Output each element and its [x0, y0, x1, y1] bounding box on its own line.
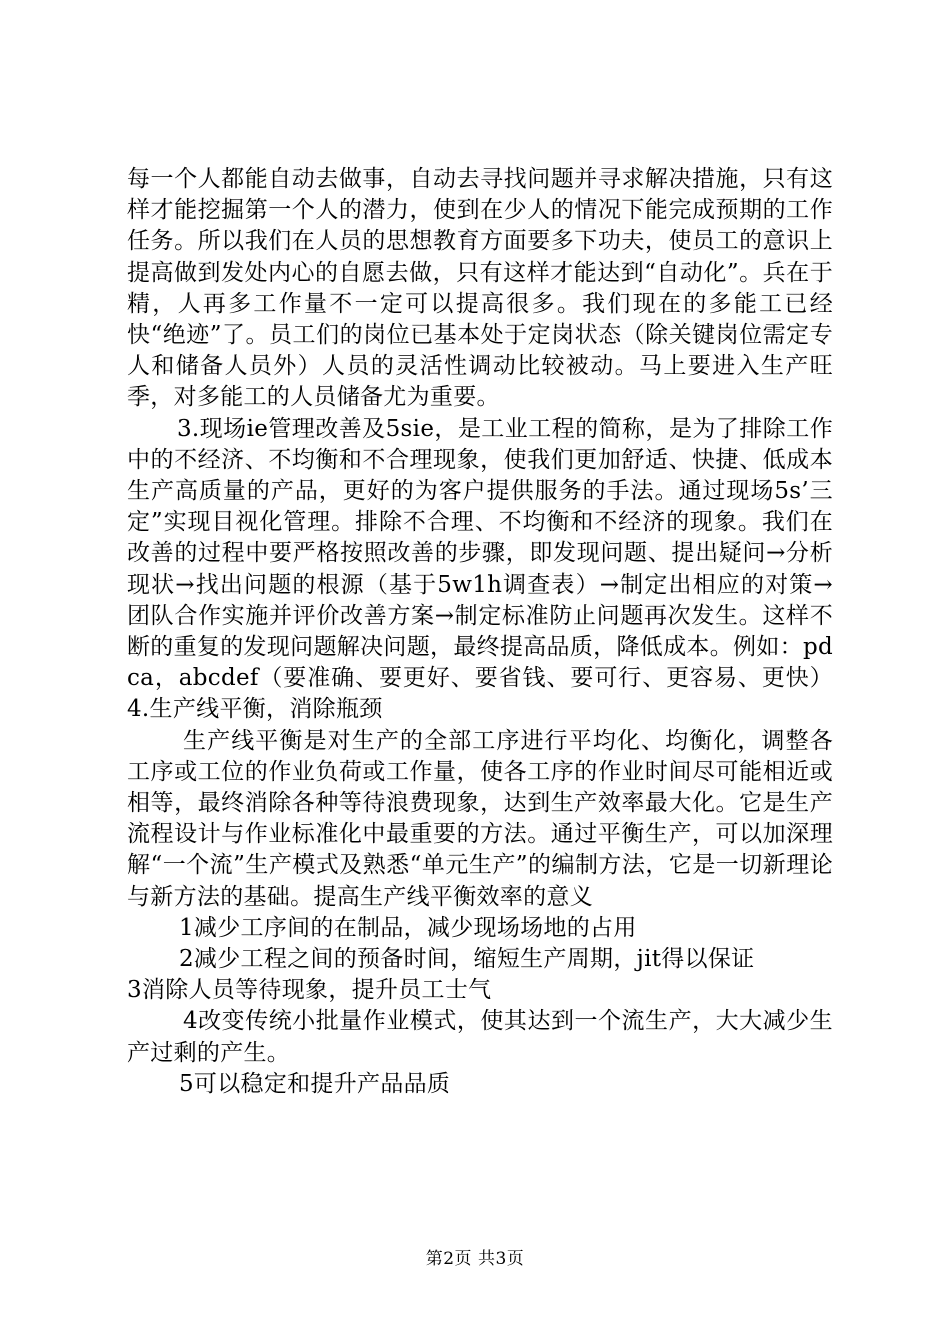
paragraph-multiskill: 每一个人都能自动去做事，自动去寻找问题并寻求解决措施，只有这样才能挖掘第一个人的潜力，使到在少人的情况下能完成预期的工作任务。所以我们在人员的思想教育方面要多下功夫，使员工的意识上提高做到发处内心的自愿去做，只有这样才能达到“自动化”。兵在于精，人再多工作量不一定可以提高很多。我们现在的多能工已经快“绝迹”了。员工们的岗位已基本处于定岗状态（除关键岗位需定专人和储备人员外）人员的灵活性调动比较被动。马上要进入生产旺季，对多能工的人员储备尤为重要。: [127, 166, 833, 411]
list-item-5: 5可以稳定和提升产品品质: [179, 1070, 451, 1097]
list-item-4: 4改变传统小批量作业模式，使其达到一个流生产，大大减少生产过剩的产生。: [127, 1008, 833, 1066]
list-item-2: 2减少工程之间的预备时间，缩短生产周期，jit得以保证: [179, 946, 755, 973]
page-footer: 第2页 共3页: [425, 1249, 525, 1269]
list-item-1: 1减少工序间的在制品，减少现场场地的占用: [179, 914, 637, 941]
list-item-3: 3消除人员等待现象，提升员工士气: [127, 977, 492, 1004]
document-body: [127, 164, 833, 1100]
paragraph-ie-improvement: 3.现场ie管理改善及5sie，是工业工程的简称，是为了排除工作中的不经济、不均衡和不合理现象，使我们更加舒适、快捷、低成本生产高质量的产品，更好的为客户提供服务的手法。通过现场5s’三定”实现目视化管理。排除不合理、不均衡和不经济的现象。我们在改善的过程中要严格按照改善的步骤，即发现问题、提出疑问→分析现状→找出问题的根源（基于5w1h调查表）→制定出相应的对策→团队合作实施并评价改善方案→制定标准防止问题再次发生。这样不断的重复的发现问题解决问题，最终提高品质，降低成本。例如：pdca，abcdef（要准确、要更好、要省钱、要可行、更容易、更快）4.生产线平衡，消除瓶颈: [127, 415, 833, 723]
paragraph-line-balance: 生产线平衡是对生产的全部工序进行平均化、均衡化，调整各工序或工位的作业负荷或工作量，使各工序的作业时间尽可能相近或相等，最终消除各种等待浪费现象，达到生产效率最大化。它是生产流程设计与作业标准化中最重要的方法。通过平衡生产，可以加深理解“一个流”生产模式及熟悉“单元生产”的编制方法，它是一切新理论与新方法的基础。提高生产线平衡效率的意义: [127, 727, 833, 910]
